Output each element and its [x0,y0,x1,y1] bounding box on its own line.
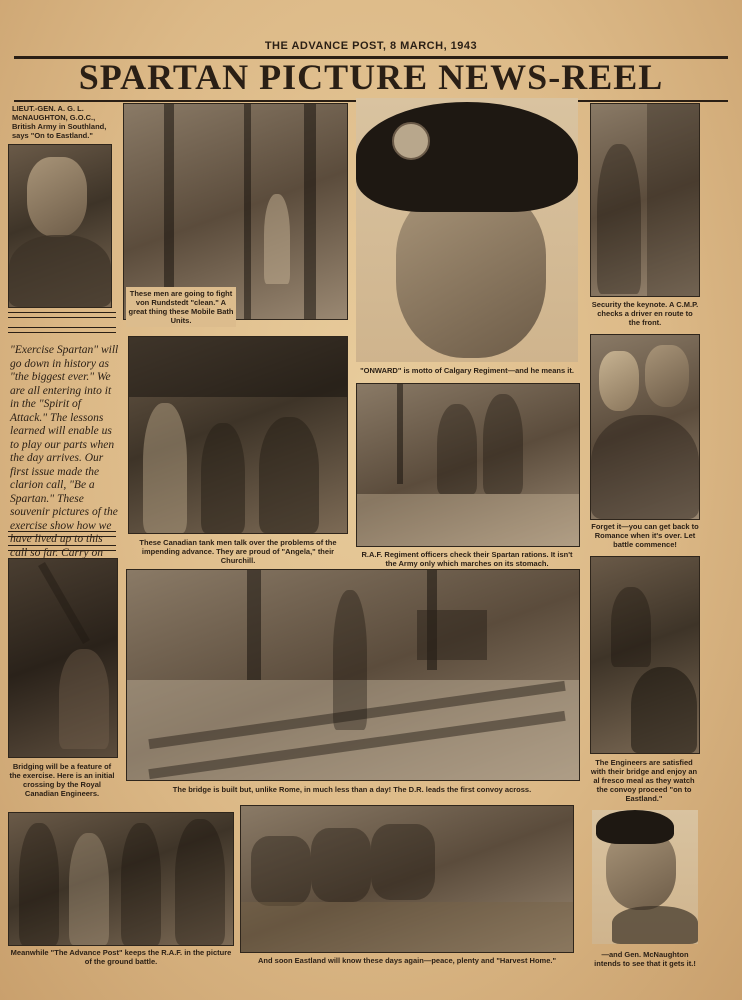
caption-bridge-built: The bridge is built but, unlike Rome, in much less than a day! The D.R. leads the first convoy across. [172,785,532,794]
masthead: THE ADVANCE POST, 8 MARCH, 1943 [264,40,478,52]
airmen-reading-photo [8,812,234,946]
caption-general-bottom: —and Gen. McNaughton intends to see that it gets it.! [594,950,696,968]
divider [8,327,116,333]
rations-photo [356,383,580,547]
caption-general-top: LIEUT.-GEN. A. G. L. McNAUGHTON, G.O.C., British Army in Southland, says "On to Eastland." [12,104,107,140]
couple-photo [590,334,700,520]
bridging-photo [8,558,118,758]
bridge-photo [126,569,580,781]
general-portrait-photo [8,144,112,308]
engineers-meal-photo [590,556,700,754]
horse-team-photo [240,805,574,953]
intro-text: "Exercise Spartan" will go down in history as "the biggest ever." We are all entering into it in the "Spirit of Attack." The lessons learned will enable us to play our parts when the day arrives. Our first issue made the clarion call, "Be a Spartan." These souvenir pictures of the exercise show how we have lived up to this call so far. Carry on [10,344,119,559]
caption-tank-men: These Canadian tank men talk over the problems of the impending advance. They are proud of "Angela," their Churchill. [139,538,337,565]
caption-raf-rations: R.A.F. Regiment officers check their Spartan rations. It isn't the Army only which marches on its stomach. [361,550,573,568]
caption-harvest: And soon Eastland will know these days again—peace, plenty and "Harvest Home." [257,956,557,965]
divider [8,531,116,537]
beret-soldier-photo [356,98,578,362]
divider [8,545,116,551]
caption-security: Security the keynote. A C.M.P. checks a driver en route to the front. [591,300,699,327]
caption-onward: "ONWARD" is motto of Calgary Regiment—and he means it. [360,366,574,375]
caption-romance: Forget it—you can get back to Romance when it's over. Let battle commence! [591,522,699,549]
general-beret-photo [592,810,698,944]
caption-bath-units: These men are going to fight von Rundstedt "clean." A great thing these Mobile Bath Units. [126,287,236,327]
caption-advance-post: Meanwhile "The Advance Post" keeps the R.A.F. in the picture of the ground battle. [10,948,232,966]
cmp-checkpoint-photo [590,103,700,297]
caption-bridging: Bridging will be a feature of the exercise. Here is an initial crossing by the Royal Canadian Engineers. [9,762,115,798]
caption-engineers: The Engineers are satisfied with their bridge and enjoy an al fresco meal as they watch the convoy proceed "on to Eastland." [590,758,698,803]
divider [8,312,116,318]
page-title: SPARTAN PICTURE NEWS-REEL [14,54,728,102]
tank-crew-photo [128,336,348,534]
